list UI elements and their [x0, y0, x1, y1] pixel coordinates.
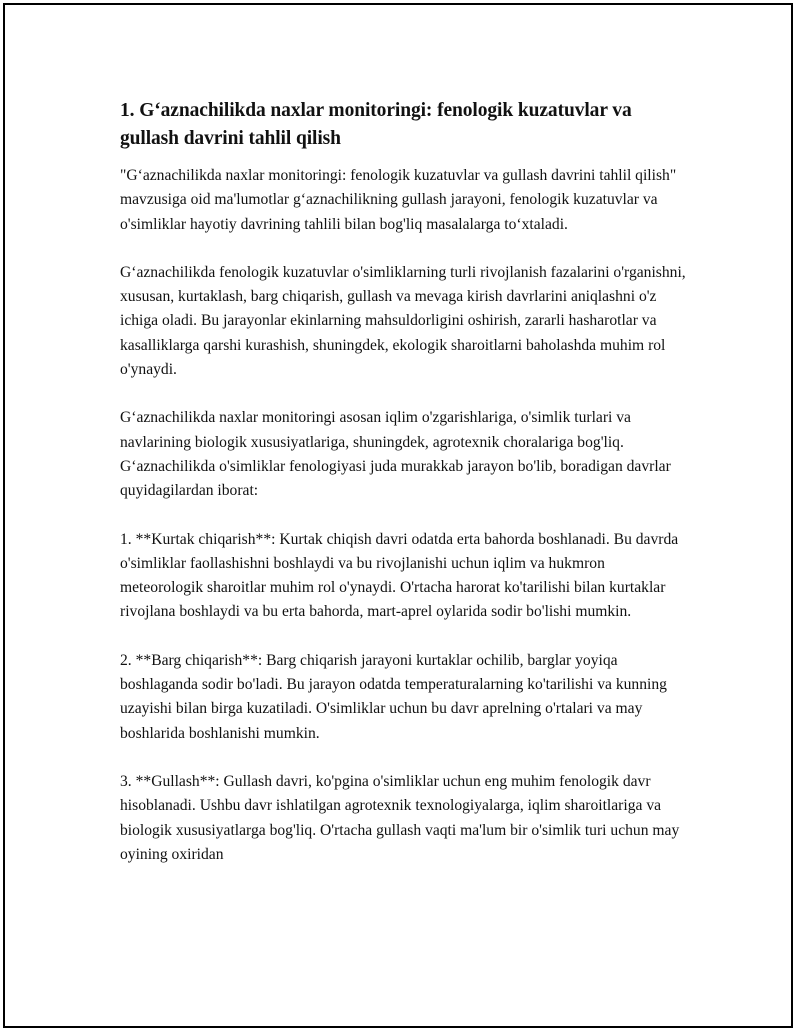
paragraph-intro: "G‘aznachilikda naxlar monitoringi: fenologik kuzatuvlar va gullash davrini tahlil qilish" mavzusiga oid ma'lumotlar g‘aznachilikning gullash jarayoni, fenologik kuzatuvlar va o'simliklar hayotiy davrining tahlili bilan bog'liq masalalarga to‘xtaladi.	[120, 167, 677, 233]
list-item-flowering: 3. **Gullash**: Gullash davri, ko'pgina o'simliklar uchun eng muhim fenologik davr hisoblanadi. Ushbu davr ishlatilgan agrotexnik texnologiyalarga, iqlim sharoitlariga va biologik xususiyatlarga bog'liq. O'rtacha gullash vaqti ma'lum bir o'simlik turi uchun may oyining oxiridan	[120, 772, 680, 863]
list-item-leafing: 2. **Barg chiqarish**: Barg chiqarish jarayoni kurtaklar ochilib, barglar yoyiqa boshlaganda sodir bo'ladi. Bu jarayon odatda temperaturalarning ko'tarilishi va kunning uzayishi bilan birga kuzatiladi. O'simliklar uchun bu davr aprelning o'rtalari va may boshlarida boshlanishi mumkin.	[120, 651, 667, 742]
document-body	[120, 97, 690, 891]
list-item-budding: 1. **Kurtak chiqarish**: Kurtak chiqish davri odatda erta bahorda boshlanadi. Bu davrda o'simliklar faollashishni boshlaydi va bu rivojlanishi uchun iqlim va hukmron meteorologik sharoitlar muhim rol o'ynaydi. O'rtacha harorat ko'tarilishi bilan kurtaklar rivojlana boshlaydi va bu erta bahorda, mart-aprel oylarida sodir bo'lishi mumkin.	[120, 530, 679, 621]
document-title: 1. G‘aznachilikda naxlar monitoringi: fenologik kuzatuvlar va gullash davrini tahlil qilish	[120, 100, 632, 149]
paragraph-phenology: G‘aznachilikda fenologik kuzatuvlar o'simliklarning turli rivojlanish fazalarini o'rganishni, xususan, kurtaklash, barg chiqarish, gullash va mevaga kirish davrlarini aniqlashni o'z ichiga oladi. Bu jarayonlar ekinlarning mahsuldorligini oshirish, zararli hasharotlar va kasalliklarga qarshi kurashish, shuningdek, ekologik sharoitlarni baholashda muhim rol o'ynaydi.	[120, 263, 686, 379]
paragraph-monitoring: G‘aznachilikda naxlar monitoringi asosan iqlim o'zgarishlariga, o'simlik turlari va navlarining biologik xususiyatlariga, shuningdek, agrotexnik choralariga bog'liq. G‘aznachilikda o'simliklar fenologiyasi juda murakkab jarayon bo'lib, boradigan davrlar quyidagilardan iborat:	[120, 409, 671, 500]
page-frame	[3, 3, 793, 1028]
